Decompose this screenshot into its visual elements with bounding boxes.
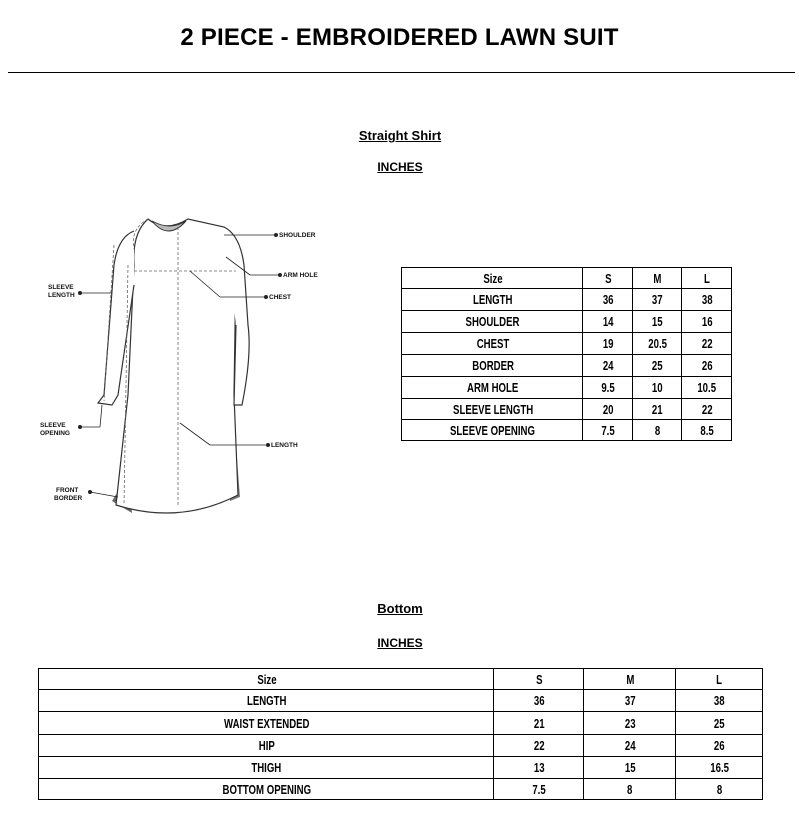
table-cell-text: 15 <box>651 314 663 329</box>
table-cell <box>414 311 570 333</box>
table-cell <box>586 333 629 355</box>
table-cell <box>682 735 757 757</box>
table-cell-text: 37 <box>624 693 635 708</box>
table-cell <box>685 311 728 333</box>
table-cell <box>414 399 570 420</box>
table-cell <box>682 712 757 735</box>
table-row <box>402 420 732 441</box>
bottom-heading: Bottom <box>377 601 423 616</box>
table-cell-text: 26 <box>701 358 712 373</box>
table-cell-text: 10.5 <box>697 380 716 395</box>
table-cell <box>636 333 678 355</box>
table-row <box>39 690 763 712</box>
table-cell <box>500 735 577 757</box>
table-row <box>39 712 763 735</box>
table-row <box>39 735 763 757</box>
table-cell-text: Size <box>482 270 502 286</box>
table-cell-text: 8.5 <box>699 422 714 438</box>
table-cell-text: Size <box>256 671 276 687</box>
table-cell <box>414 420 570 441</box>
table-cell <box>586 377 629 399</box>
table-cell-text: L <box>716 671 722 687</box>
table-cell-text: S <box>535 671 542 687</box>
table-cell <box>636 289 678 311</box>
table-cell <box>414 377 570 399</box>
table-header-row <box>39 669 763 690</box>
table-cell-text: 36 <box>602 292 614 307</box>
table-cell-text: 16 <box>701 314 712 329</box>
table-cell <box>636 399 678 420</box>
title-divider <box>8 72 795 73</box>
table-cell <box>685 377 728 399</box>
table-cell <box>70 757 462 779</box>
table-cell-text: 10 <box>651 380 663 395</box>
table-cell-text: 20.5 <box>647 336 667 351</box>
length-label: LENGTH <box>271 442 298 449</box>
table-cell-text: M <box>625 671 634 687</box>
table-cell-text: 7.5 <box>601 422 615 438</box>
table-row <box>39 779 763 800</box>
table-cell-text: 24 <box>602 358 614 373</box>
table-cell <box>590 735 669 757</box>
table-cell <box>70 712 462 735</box>
table-header-cell <box>70 669 462 690</box>
table-cell <box>586 399 629 420</box>
table-cell-text: LENGTH <box>472 292 512 307</box>
table-cell <box>590 690 669 712</box>
table-cell-text: HIP <box>258 738 275 753</box>
page-title: 2 PIECE - EMBROIDERED LAWN SUIT <box>180 24 619 51</box>
table-cell-text: 9.5 <box>601 380 615 395</box>
table-cell-text: CHEST <box>475 336 509 351</box>
arm-hole-label: ARM HOLE <box>283 272 318 279</box>
table-cell-text: ARM HOLE <box>466 380 518 395</box>
table-cell-text: LENGTH <box>246 693 286 708</box>
table-cell-text: SLEEVE OPENING <box>449 422 535 438</box>
table-row <box>402 377 732 399</box>
table-cell-text: BORDER <box>471 358 514 373</box>
table-cell <box>636 311 678 333</box>
table-cell-text: 22 <box>533 738 545 753</box>
table-cell <box>636 420 678 441</box>
bottom-size-table <box>38 668 763 800</box>
shoulder-label: SHOULDER <box>279 232 316 239</box>
table-cell <box>500 712 577 735</box>
table-row <box>402 399 732 420</box>
table-cell <box>682 779 757 800</box>
table-cell-text: 38 <box>701 292 712 307</box>
table-cell <box>682 690 757 712</box>
table-cell-text: BOTTOM OPENING <box>221 781 311 797</box>
table-cell <box>500 757 577 779</box>
table-cell <box>685 399 728 420</box>
table-cell-text: THIGH <box>251 760 282 775</box>
front-border-label-line1: FRONT <box>56 487 79 494</box>
table-cell <box>636 355 678 377</box>
table-cell <box>586 420 629 441</box>
table-cell-text: 24 <box>624 738 635 753</box>
table-row <box>402 355 732 377</box>
sleeve-length-label-line2: LENGTH <box>48 292 75 299</box>
table-cell <box>586 311 629 333</box>
table-cell-text: 8 <box>654 422 660 438</box>
table-cell <box>590 779 669 800</box>
table-cell-text: 21 <box>533 715 545 731</box>
table-cell-text: 14 <box>602 314 614 329</box>
table-cell <box>682 757 757 779</box>
table-cell <box>685 355 728 377</box>
table-cell-text: 36 <box>533 693 545 708</box>
table-row <box>39 757 763 779</box>
shirt-measurement-illustration <box>40 205 340 535</box>
table-cell-text: 25 <box>651 358 663 373</box>
table-cell-text: 38 <box>713 693 725 708</box>
table-cell-text: 37 <box>651 292 663 307</box>
shirt-heading: Straight Shirt <box>358 128 442 143</box>
table-header-cell <box>682 669 757 690</box>
table-cell <box>636 377 678 399</box>
table-cell <box>414 333 570 355</box>
table-cell <box>70 779 462 800</box>
shirt-body <box>116 219 238 513</box>
table-header-cell <box>636 268 678 289</box>
chest-label: CHEST <box>269 294 292 301</box>
table-cell <box>70 690 462 712</box>
table-cell <box>586 355 629 377</box>
table-cell-text: 19 <box>602 336 614 351</box>
table-cell-text: M <box>653 270 662 286</box>
sleeve-length-label-line1: SLEEVE <box>48 284 74 291</box>
table-cell-text: 13 <box>533 760 545 775</box>
table-cell-text: 8 <box>716 781 722 797</box>
table-row <box>402 289 732 311</box>
table-cell-text: SHOULDER <box>465 314 520 329</box>
table-cell-text: 16.5 <box>709 760 729 775</box>
table-cell-text: 21 <box>651 401 663 417</box>
table-cell <box>414 355 570 377</box>
table-cell-text: 26 <box>713 738 725 753</box>
table-cell-text: 15 <box>624 760 635 775</box>
table-cell-text: SLEEVE LENGTH <box>452 401 533 417</box>
table-cell <box>500 690 577 712</box>
table-cell <box>414 289 570 311</box>
table-cell <box>685 333 728 355</box>
table-cell-text: 23 <box>624 715 635 731</box>
table-cell <box>590 712 669 735</box>
table-cell <box>70 735 462 757</box>
table-row <box>402 311 732 333</box>
sleeve-opening-label-line2: OPENING <box>40 430 70 437</box>
table-cell-text: 22 <box>701 336 712 351</box>
table-header-cell <box>414 268 570 289</box>
table-cell <box>590 757 669 779</box>
table-header-cell <box>685 268 728 289</box>
table-cell-text: 25 <box>713 715 725 731</box>
table-cell <box>685 420 728 441</box>
shirt-size-table <box>401 267 732 441</box>
table-cell-text: 7.5 <box>532 781 546 797</box>
table-cell <box>586 289 629 311</box>
table-header-cell <box>586 268 629 289</box>
table-cell <box>685 289 728 311</box>
table-row <box>402 333 732 355</box>
table-header-cell <box>590 669 669 690</box>
table-header-row <box>402 268 732 289</box>
table-cell-text: 20 <box>602 401 614 417</box>
shirt-unit: INCHES <box>377 160 423 174</box>
table-cell-text: WAIST EXTENDED <box>223 715 309 731</box>
table-cell-text: L <box>703 270 710 286</box>
table-cell <box>500 779 577 800</box>
sleeve-opening-label-line1: SLEEVE <box>40 422 66 429</box>
bottom-unit: INCHES <box>377 636 423 650</box>
table-cell-text: 22 <box>701 401 712 417</box>
front-border-label-line2: BORDER <box>54 495 83 502</box>
table-cell-text: 8 <box>626 781 633 797</box>
table-cell-text: S <box>604 270 612 286</box>
table-header-cell <box>500 669 577 690</box>
